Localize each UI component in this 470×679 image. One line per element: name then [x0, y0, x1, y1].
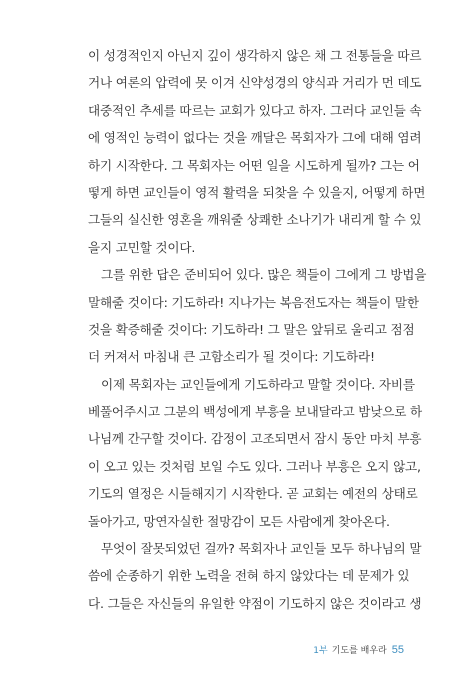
paragraph-first-line: 이제 목회자는 교인들에게 기도하라고 말할 것이다. 자비를 [101, 376, 415, 392]
paragraph-first-line: 무엇이 잘못되었던 걸까? 목회자나 교인들 모두 하나님의 말 [101, 541, 422, 557]
paragraph-first-line: 그를 위한 답은 준비되어 있다. 많은 책들이 그에게 그 방법을 [101, 267, 427, 283]
text-line: 거나 여론의 압력에 못 이겨 신약성경의 양식과 거리가 먼 데도 [88, 75, 422, 91]
page-footer [313, 643, 404, 656]
text-line: 나님께 간구할 것이다. 감정이 고조되면서 잠시 동안 마치 부흥 [88, 431, 422, 447]
text-line: 더 커져서 마침내 큰 고함소리가 될 것이다: 기도하라! [88, 349, 375, 365]
text-line: 이 성경적인지 아닌지 깊이 생각하지 않은 채 그 전통들을 따르 [88, 48, 422, 63]
part-label: 1부 [313, 646, 328, 656]
text-line: 떻게 하면 교인들이 영적 활력을 되찾을 수 있을지, 어떻게 하면 [88, 184, 426, 200]
text-line: 을지 고민할 것이다. [88, 239, 196, 255]
text-line: 이 오고 있는 것처럼 보일 수도 있다. 그러나 부흥은 오지 않고, [88, 458, 421, 474]
page-number: 55 [391, 644, 404, 656]
text-line: 하기 시작한다. 그 목회자는 어떤 일을 시도하게 될까? 그는 어 [88, 157, 420, 173]
text-line: 것을 확증해줄 것이다: 기도하라! 그 말은 앞뒤로 울리고 점점 [88, 321, 415, 337]
text-line: 다. 그들은 자신들의 유일한 약점이 기도하지 않은 것이라고 생 [88, 595, 422, 611]
text-line: 에 영적인 능력이 없다는 것을 깨달은 목회자가 그에 대해 염려 [88, 130, 422, 146]
text-line: 그들의 실신한 영혼을 깨워줄 상쾌한 소나기가 내리게 할 수 있 [88, 212, 422, 228]
text-line: 말해줄 것이다: 기도하라! 지나가는 복음전도자는 책들이 말한 [88, 294, 419, 310]
body-text [88, 42, 427, 617]
text-line: 베풀어주시고 그분의 백성에게 부흥을 보내달라고 밤낮으로 하 [88, 404, 422, 420]
text-line: 대중적인 추세를 따르는 교회가 있다고 하자. 그러다 교인들 속 [88, 102, 422, 118]
text-line: 돌아가고, 망연자실한 절망감이 모든 사람에게 찾아온다. [88, 513, 390, 529]
chapter-title: 기도를 배우라 [331, 646, 387, 656]
text-line: 기도의 열정은 시들해지기 시작한다. 곧 교회는 예전의 상태로 [88, 486, 418, 502]
text-line: 씀에 순종하기 위한 노력을 전혀 하지 않았다는 데 문제가 있 [88, 568, 410, 584]
